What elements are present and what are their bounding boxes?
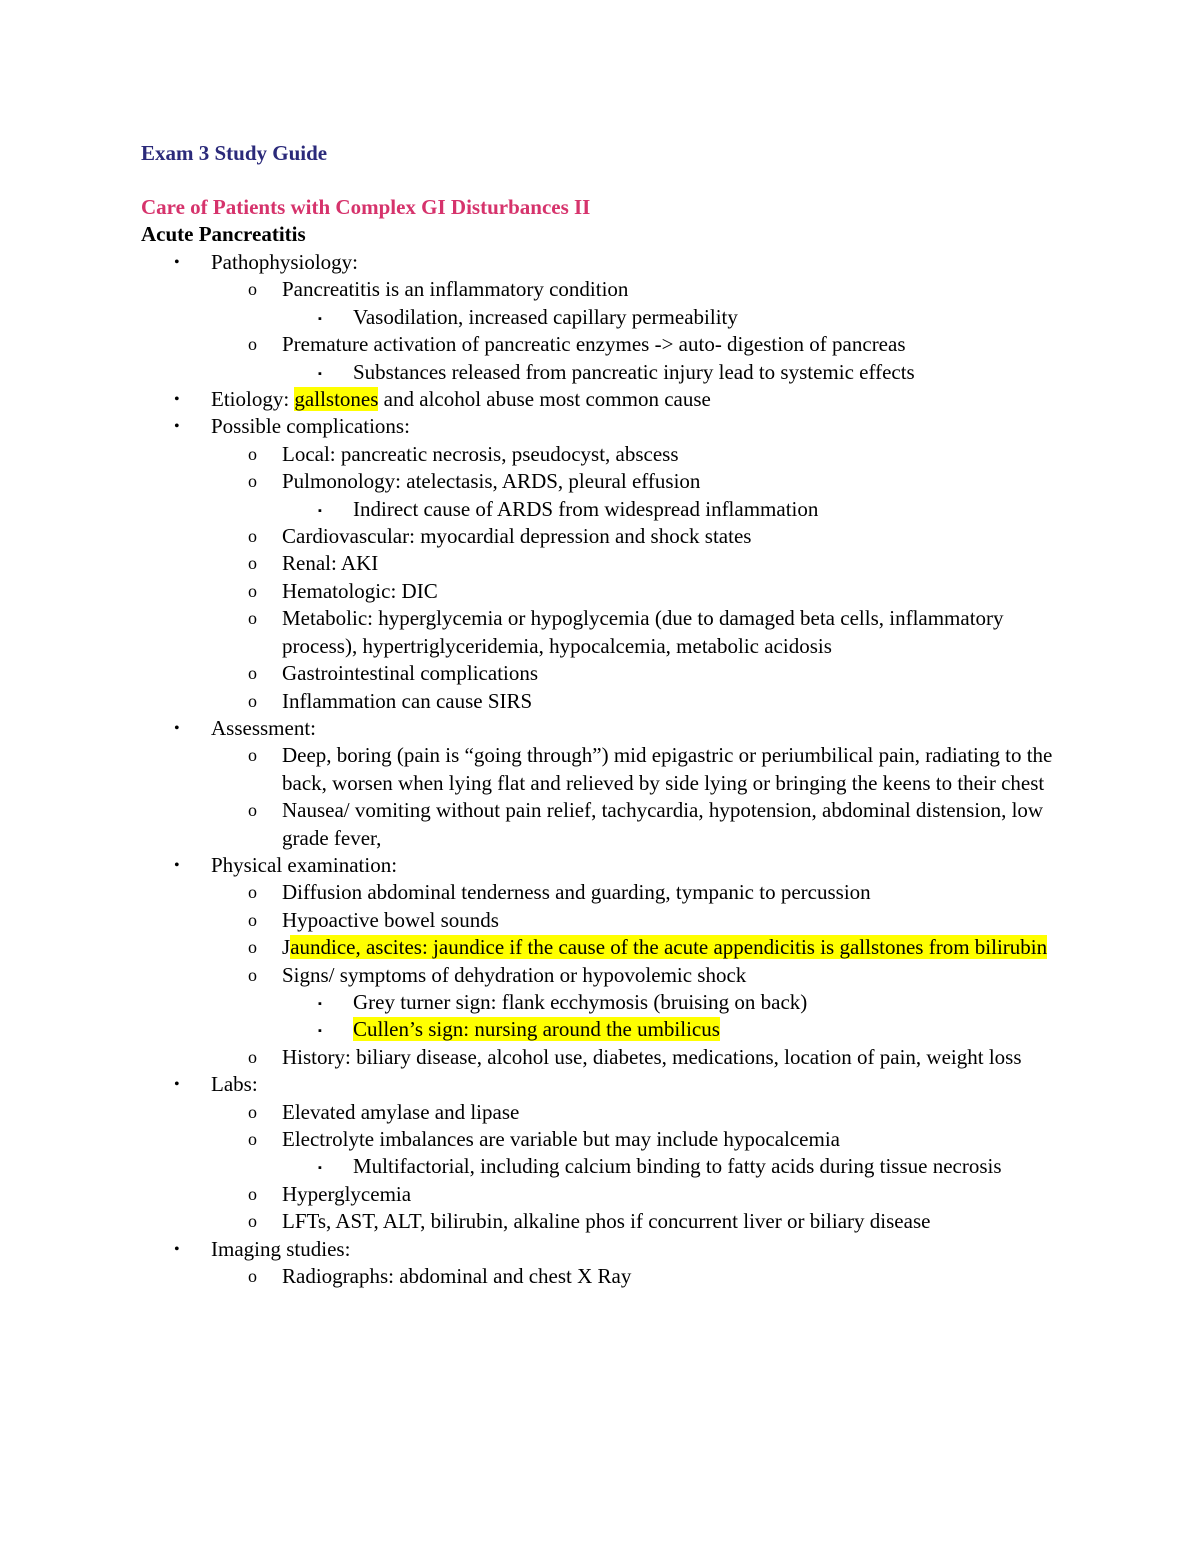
item-text: Inflammation can cause SIRS (282, 688, 533, 713)
bullet-marker: o (248, 1101, 257, 1122)
item-text: Hematologic: DIC (282, 578, 438, 603)
item-text: Multifactorial, including calcium binding to fatty acids during tissue necrosis (353, 1154, 1002, 1179)
outline-item-level-2 (0, 1181, 1072, 1208)
outline-item-level-2 (0, 276, 1072, 303)
outline-item-level-2 (0, 578, 1072, 605)
item-text: Premature activation of pancreatic enzymes -> auto- digestion of pancreas (282, 332, 906, 357)
outline-item-level-2 (0, 688, 1072, 715)
item-text: Possible complications: (211, 414, 410, 439)
item-text: Pancreatitis is an inflammatory condition (282, 277, 629, 302)
bullet-marker: o (248, 909, 257, 930)
bullet-marker: o (248, 553, 257, 574)
item-text: Hyperglycemia (282, 1181, 412, 1206)
outline-item-level-1 (0, 852, 1061, 879)
bullet-marker: ▪ (318, 504, 322, 517)
bullet-marker: • (174, 254, 180, 271)
bullet-marker: o (248, 690, 257, 711)
bullet-marker: o (248, 279, 257, 300)
bullet-marker: ▪ (318, 312, 322, 325)
outline-item-level-1 (0, 249, 1061, 276)
item-text: Etiology: (211, 387, 295, 412)
bullet-marker: • (174, 1076, 180, 1094)
bullet-marker: o (248, 882, 257, 903)
item-text: LFTs, AST, ALT, bilirubin, alkaline phos if concurrent liver or biliary disease (282, 1209, 931, 1234)
bullet-marker: o (248, 443, 257, 464)
item-text: Radiographs: abdominal and chest X Ray (282, 1264, 632, 1289)
bullet-marker: o (248, 800, 257, 821)
item-text: Renal: AKI (282, 551, 379, 576)
outline-item-level-2 (0, 468, 1072, 495)
outline-item-level-2 (0, 797, 1072, 852)
outline-item-level-2 (0, 1044, 1072, 1071)
document-title: Exam 3 Study Guide (141, 141, 328, 165)
bullet-marker: • (174, 418, 180, 436)
outline-item-level-2 (0, 934, 1072, 961)
outline-item-level-2 (0, 605, 1072, 660)
bullet-marker: o (248, 471, 257, 492)
bullet-marker: o (248, 334, 257, 355)
bullet-marker: o (248, 1129, 257, 1149)
section-heading: Care of Patients with Complex GI Disturbances II (141, 195, 591, 219)
outline-item-level-2 (0, 1099, 1072, 1126)
bullet-marker: • (174, 719, 180, 737)
outline-item-level-2 (0, 550, 1072, 577)
outline-item-level-3 (0, 359, 1053, 386)
bullet-marker: ▪ (318, 997, 322, 1010)
outline-item-level-3 (0, 989, 1053, 1016)
bullet-marker: • (174, 1240, 180, 1258)
item-text: Diffusion abdominal tenderness and guarding, tympanic to percussion (282, 880, 871, 905)
outline-item-level-2 (0, 1126, 1072, 1153)
outline-item-level-2 (0, 441, 1072, 468)
item-text: Grey turner sign: flank ecchymosis (bruising on back) (353, 989, 808, 1014)
item-text: Gastrointestinal complications (282, 661, 539, 686)
outline-item-level-3 (0, 496, 1053, 523)
bullet-marker: o (248, 1211, 257, 1232)
item-text: Signs/ symptoms of dehydration or hypovolemic shock (282, 962, 747, 987)
bullet-marker: o (248, 937, 257, 958)
outline-item-level-2 (0, 660, 1072, 687)
bullet-marker: o (248, 745, 257, 766)
highlighted-text: aundice, ascites: jaundice if the cause of the acute appendicitis is gallstones from bilirubin (290, 935, 1048, 960)
item-text: J (282, 935, 291, 960)
item-text: Labs: (211, 1072, 258, 1097)
outline-item-level-2 (0, 742, 1072, 797)
bullet-marker: o (248, 964, 257, 985)
outline-item-level-3 (0, 1153, 1053, 1180)
study-outline (0, 249, 1200, 1290)
item-text: Assessment: (211, 715, 316, 740)
bullet-marker: ▪ (318, 1162, 322, 1175)
item-text: Cardiovascular: myocardial depression and shock states (282, 524, 752, 549)
bullet-marker: ▪ (318, 1025, 322, 1038)
item-text: History: biliary disease, alcohol use, diabetes, medications, location of pain, weight loss (282, 1044, 1022, 1069)
outline-item-level-2 (0, 523, 1072, 550)
outline-item-level-2 (0, 962, 1072, 989)
highlighted-text: Cullen’s sign: nursing around the umbilicus (353, 1017, 720, 1042)
outline-item-level-2 (0, 331, 1072, 358)
outline-item-level-1 (0, 1071, 1061, 1098)
bullet-marker: o (248, 608, 257, 629)
topic-heading: Acute Pancreatitis (141, 222, 306, 246)
item-text: Electrolyte imbalances are variable but may include hypocalcemia (282, 1127, 840, 1151)
item-text: Nausea/ vomiting without pain relief, tachycardia, hypotension, abdominal distension, low grade fever, (282, 798, 1044, 850)
item-text: Substances released from pancreatic injury lead to systemic effects (353, 359, 915, 384)
item-text: Physical examination: (211, 852, 398, 877)
outline-item-level-2 (0, 907, 1072, 934)
item-text: Elevated amylase and lipase (282, 1099, 520, 1124)
outline-item-level-3 (0, 304, 1053, 331)
item-text: Indirect cause of ARDS from widespread inflammation (353, 496, 819, 521)
bullet-marker: o (248, 580, 257, 601)
item-text: Pulmonology: atelectasis, ARDS, pleural effusion (282, 469, 701, 494)
bullet-marker: o (248, 663, 257, 684)
outline-item-level-2 (0, 879, 1072, 906)
bullet-marker: o (248, 1046, 257, 1067)
bullet-marker: o (248, 1183, 257, 1204)
outline-item-level-1 (0, 715, 1061, 742)
outline-item-level-3 (0, 1016, 1053, 1043)
item-text: Imaging studies: (211, 1236, 351, 1261)
bullet-marker: o (248, 526, 257, 547)
bullet-marker: • (174, 856, 180, 874)
highlighted-text: gallstones (294, 387, 379, 412)
item-text: Hypoactive bowel sounds (282, 907, 499, 932)
item-text: Metabolic: hyperglycemia or hypoglycemia (due to damaged beta cells, inflammatory process), hypertriglyceridemia, hypocalcemia, metabolic acidosis (282, 606, 1004, 658)
item-text: Vasodilation, increased capillary permeability (353, 304, 738, 329)
item-text: Pathophysiology: (211, 250, 359, 274)
item-text: and alcohol abuse most common cause (378, 387, 711, 412)
bullet-marker: ▪ (318, 367, 322, 380)
outline-item-level-1 (0, 413, 1061, 440)
outline-item-level-1 (0, 1236, 1061, 1263)
outline-item-level-1 (0, 386, 1061, 413)
bullet-marker: o (248, 1266, 257, 1287)
outline-item-level-2 (0, 1208, 1072, 1235)
bullet-marker: • (174, 391, 180, 409)
item-text: Local: pancreatic necrosis, pseudocyst, abscess (282, 441, 679, 466)
item-text: Deep, boring (pain is “going through”) mid epigastric or periumbilical pain, radiating to the back, worsen when lying flat and relieved by side lying or bringing the keens to their chest (282, 743, 1053, 795)
outline-item-level-2 (0, 1263, 1072, 1290)
